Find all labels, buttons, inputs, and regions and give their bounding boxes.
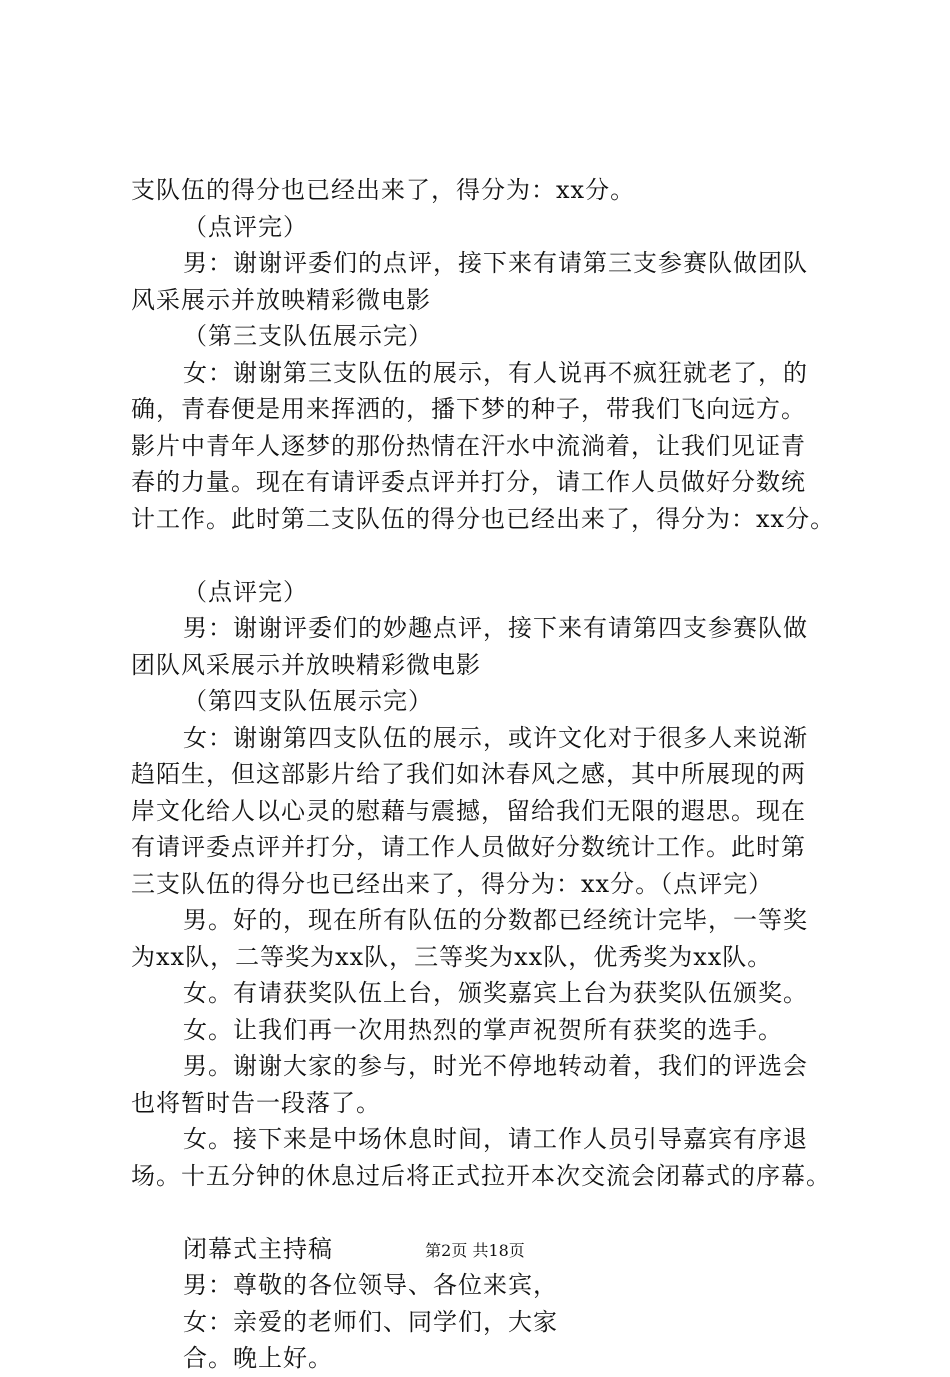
text-line: 女：亲爱的老师们、同学们，大家 bbox=[183, 1307, 558, 1336]
text-line: （点评完） bbox=[183, 577, 308, 606]
text-line: 男。好的，现在所有队伍的分数都已经统计完毕，一等奖 bbox=[183, 906, 808, 934]
text-line: 春的力量。现在有请评委点评并打分，请工作人员做好分数统 bbox=[131, 468, 806, 496]
text-line: 有请评委点评并打分，请工作人员做好分数统计工作。此时第 bbox=[131, 833, 806, 861]
text-line: 确，青春便是用来挥洒的，播下梦的种子，带我们飞向远方。 bbox=[131, 395, 806, 423]
blank-line bbox=[131, 1194, 849, 1231]
text-line: 为xx队，二等奖为xx队，三等奖为xx队，优秀奖为xx队。 bbox=[131, 942, 773, 971]
text-line: 风采展示并放映精彩微电影 bbox=[131, 285, 431, 314]
text-line: 合。晚上好。 bbox=[183, 1344, 333, 1372]
text-line: 计工作。此时第二支队伍的得分也已经出来了，得分为：xx分。 bbox=[131, 504, 836, 533]
text-line: （第三支队伍展示完） bbox=[183, 322, 433, 350]
text-line: 男。谢谢大家的参与，时光不停地转动着，我们的评选会 bbox=[183, 1052, 808, 1080]
page-footer: 第2页 共18页 bbox=[425, 1241, 525, 1260]
document-body bbox=[131, 172, 849, 1377]
text-line: 女。让我们再一次用热烈的掌声祝贺所有获奖的选手。 bbox=[183, 1015, 783, 1044]
text-line: 三支队伍的得分也已经出来了，得分为：xx分。（点评完） bbox=[131, 869, 774, 898]
blank-line bbox=[131, 537, 849, 574]
text-line: 趋陌生，但这部影片给了我们如沐春风之感，其中所展现的两 bbox=[131, 760, 806, 788]
text-line: 男：尊敬的各位领导、各位来宾， bbox=[183, 1271, 558, 1299]
text-line: 影片中青年人逐梦的那份热情在汗水中流淌着，让我们见证青 bbox=[131, 431, 806, 460]
text-line: 支队伍的得分也已经出来了，得分为：xx分。 bbox=[131, 176, 636, 204]
text-line: 女：谢谢第三支队伍的展示，有人说再不疯狂就老了，的 bbox=[183, 358, 808, 387]
text-line: 女。有请获奖队伍上台，颁奖嘉宾上台为获奖队伍颁奖。 bbox=[183, 979, 808, 1007]
text-line: 场。十五分钟的休息过后将正式拉开本次交流会闭幕式的序幕。 bbox=[131, 1161, 831, 1190]
text-line: 男：谢谢评委们的妙趣点评，接下来有请第四支参赛队做 bbox=[183, 614, 808, 642]
text-line: 男：谢谢评委们的点评，接下来有请第三支参赛队做团队 bbox=[183, 249, 808, 277]
text-line: 女：谢谢第四支队伍的展示，或许文化对于很多人来说渐 bbox=[183, 723, 808, 752]
text-line: 岸文化给人以心灵的慰藉与震撼，留给我们无限的遐思。现在 bbox=[131, 796, 806, 825]
text-line: 闭幕式主持稿 bbox=[183, 1234, 333, 1263]
text-line: 也将暂时告一段落了。 bbox=[131, 1088, 381, 1117]
text-line: 女。接下来是中场休息时间，请工作人员引导嘉宾有序退 bbox=[183, 1125, 808, 1153]
text-line: （第四支队伍展示完） bbox=[183, 687, 433, 715]
text-line: （点评完） bbox=[183, 212, 308, 241]
text-line: 团队风采展示并放映精彩微电影 bbox=[131, 650, 481, 679]
